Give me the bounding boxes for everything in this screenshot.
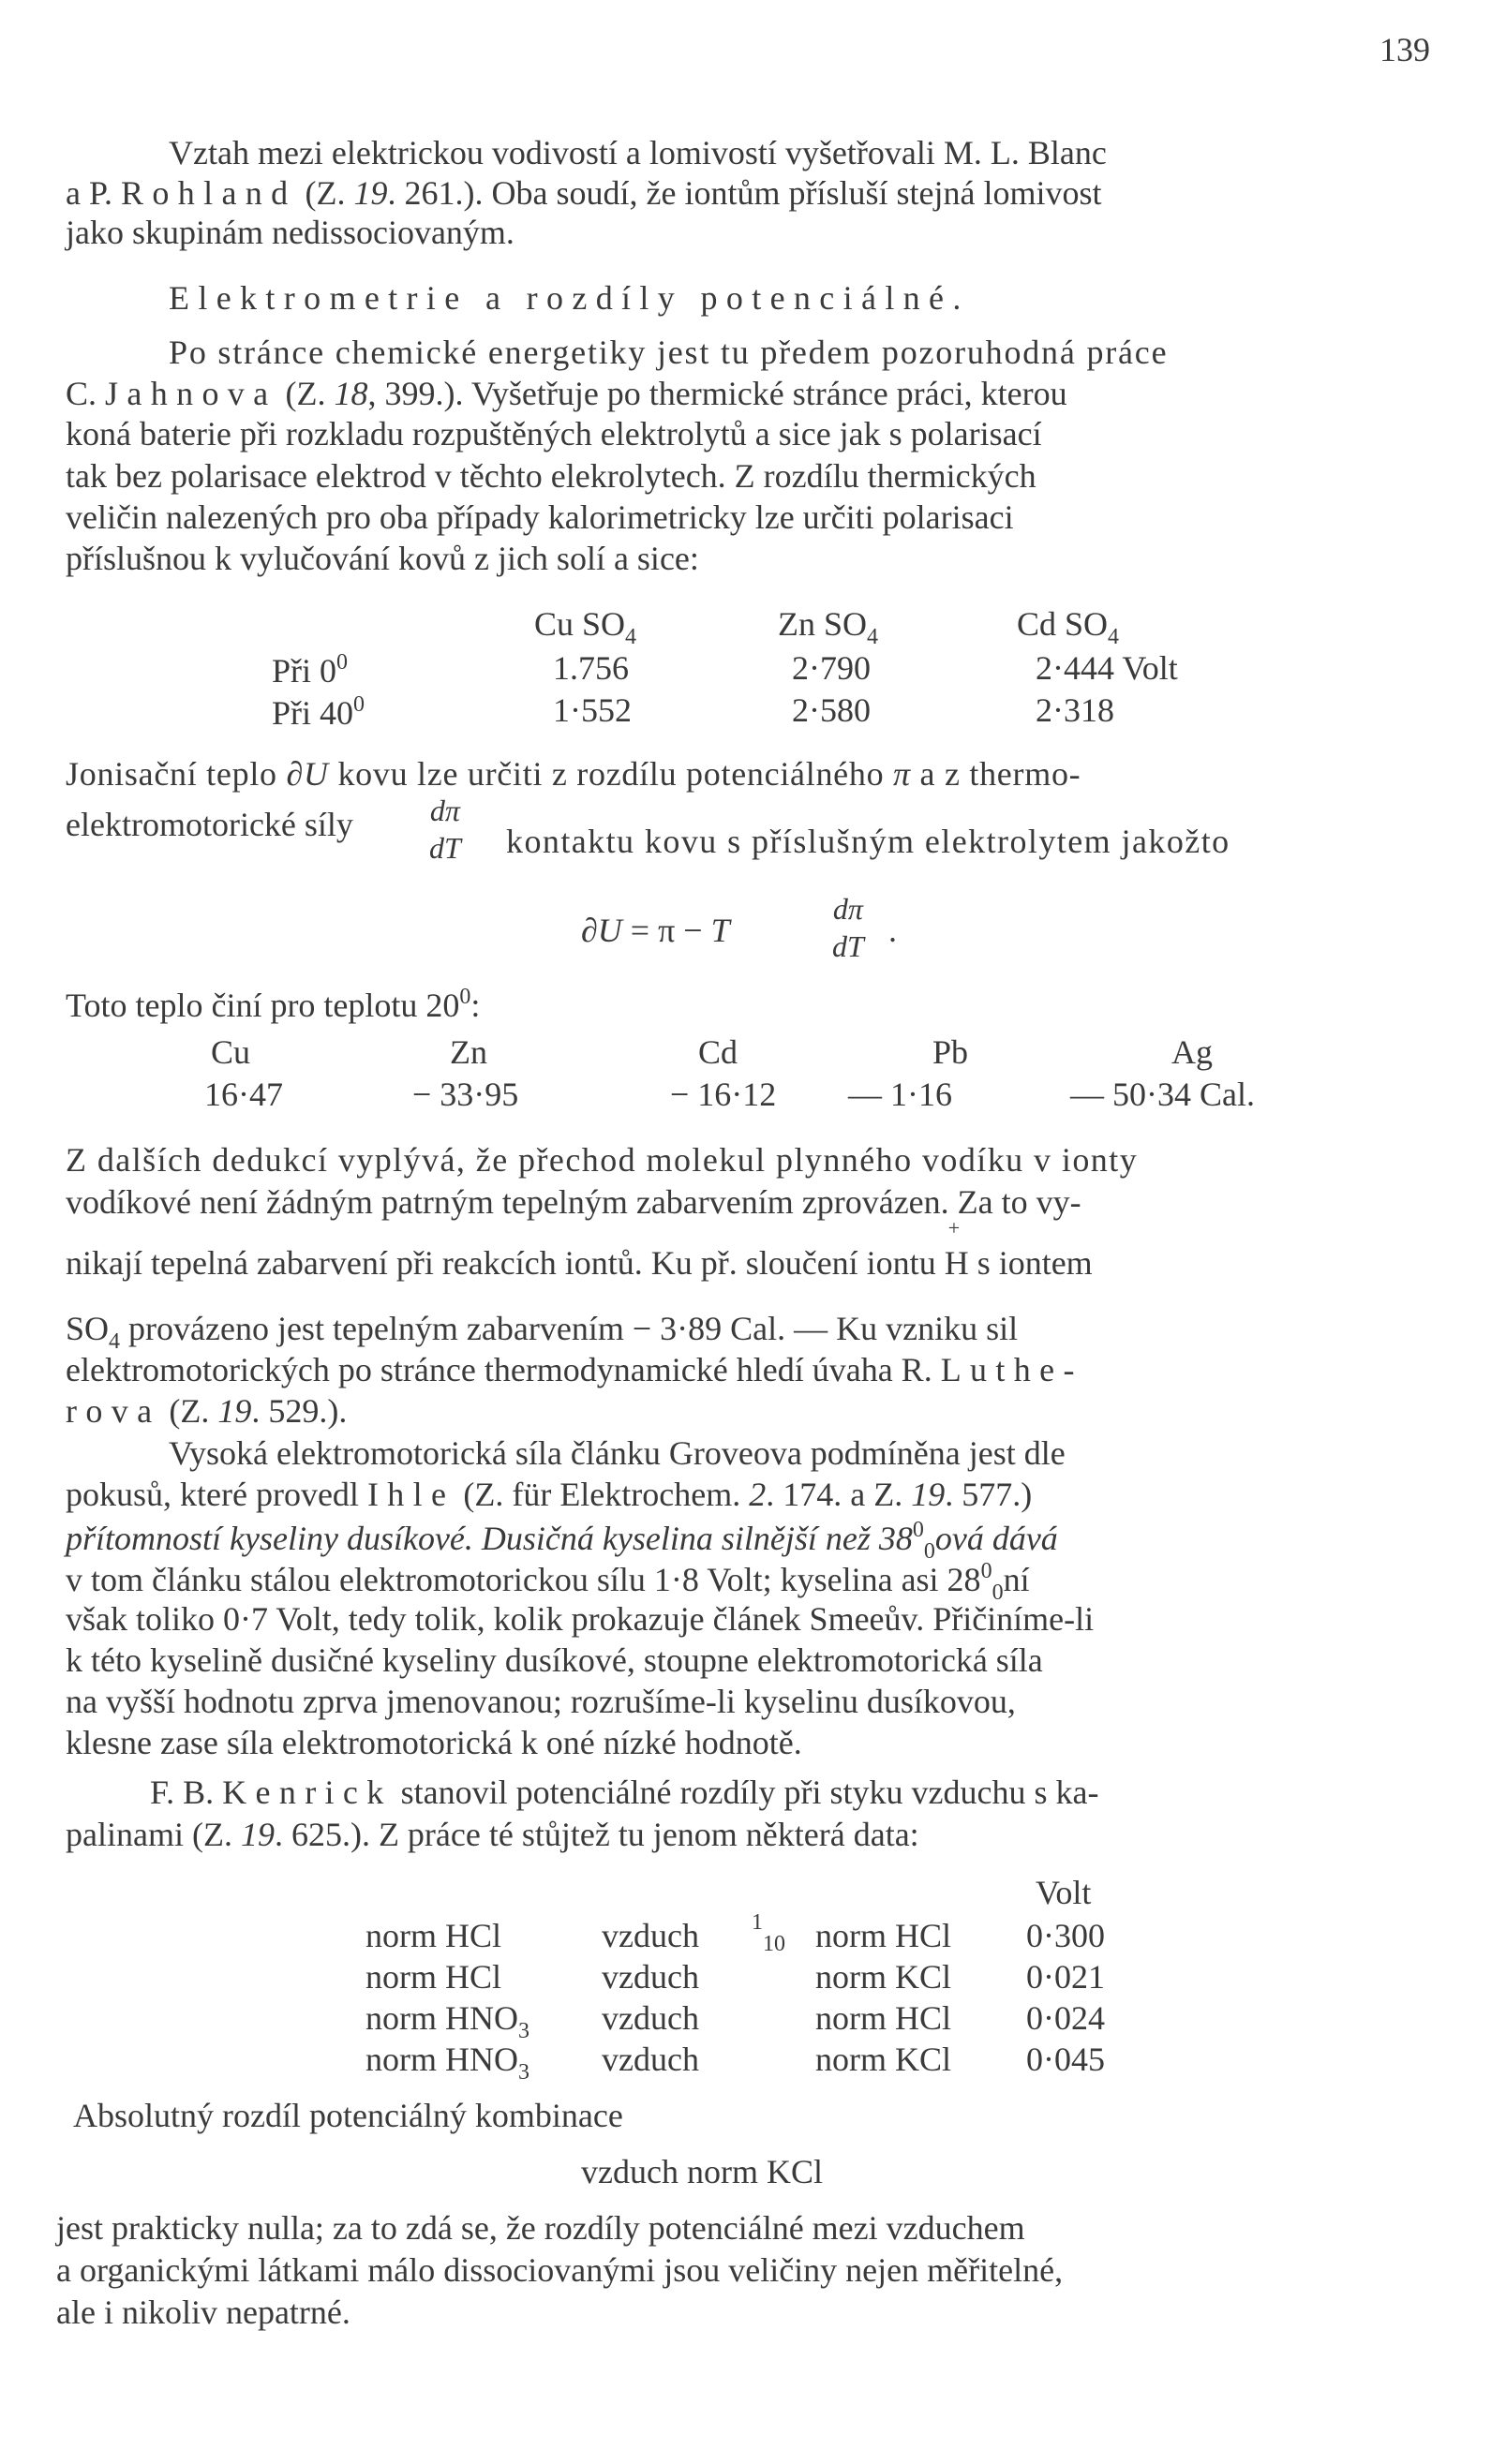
table-cell: 1·552 <box>553 691 632 729</box>
table-cell: norm KCl <box>815 2041 952 2078</box>
paragraph-5-line-2: vodíkové není žádným patrným tepelným zabarvením zprovázen. Za to vy- <box>66 1183 1081 1221</box>
table-cell: norm $HNO_3$ <box>365 1999 529 2043</box>
paragraph-5-line-1: Z dalších dedukcí vyplývá, že přechod molekul plynného vodíku v ionty <box>66 1141 1139 1179</box>
equation-period: . <box>888 912 897 949</box>
table-cell: — 50·34 Cal. <box>1070 1076 1255 1113</box>
table-header-zn: Zn <box>450 1033 487 1071</box>
table-cell: norm KCl <box>815 1958 952 1996</box>
paragraph-7-line-1: F. B. Kenrick stanovil potenciálné rozdíly při styku vzduchu s ka- <box>150 1774 1099 1811</box>
table-cell: − 33·95 <box>412 1076 519 1113</box>
paragraph-3-line-2b: kontaktu kovu s příslušným elektrolytem jakožto <box>506 823 1230 860</box>
paragraph-5-line-4: $SO_4$ provázeno jest tepelným zabarvením − 3·89 Cal. — Ku vzniku sil <box>66 1310 1019 1354</box>
table-cell: 0·045 <box>1026 2041 1105 2078</box>
table-row-label: Při $0^0$ <box>272 650 349 690</box>
table-cell: vzduch <box>602 2041 699 2078</box>
table-cell: vzduch <box>602 1999 699 2037</box>
table-cell: norm $HNO_3$ <box>365 2041 529 2085</box>
table-header-pb: Pb <box>932 1033 969 1071</box>
equation-fraction: dπ dT <box>832 892 864 963</box>
table-cell: − 16·12 <box>670 1076 777 1113</box>
paragraph-6-line-3: přítomností kyseliny dusíkové. Dusičná kyselina silnější než $38^0_0ová$ dává <box>66 1518 1058 1564</box>
paragraph-4: Toto teplo činí pro teplotu $20^0$: <box>66 985 481 1024</box>
paragraph-2-line-2: C. Jahnova (Z. 18, 399.). Vyšetřuje po thermické stránce práci, kterou <box>66 375 1067 412</box>
paragraph-3-line-1: Jonisační teplo ∂U kovu lze určiti z rozdílu potenciálného π a z thermo- <box>66 755 1081 793</box>
paragraph-7-line-2: palinami (Z. 19. 625.). Z práce té stůjtež tu jenom některá data: <box>66 1816 919 1853</box>
table-cell: — 1·16 <box>848 1076 952 1113</box>
paragraph-8-line-4: a organickými látkami málo dissociovanými jsou veličiny nejen měřitelné, <box>56 2251 1064 2289</box>
paragraph-8-line-2: vzduch norm KCl <box>581 2153 823 2190</box>
table-cell: 2·444 Volt <box>1036 649 1178 687</box>
paragraph-2-line-4: tak bez polarisace elektrod v těchto elekrolytech. Z rozdílu thermických <box>66 457 1036 495</box>
table-cell: 0·300 <box>1026 1917 1105 1954</box>
table-header-cdso4: Cd $SO_4$ <box>1017 605 1120 649</box>
paragraph-5-line-6: rova (Z. 19. 529.). <box>66 1392 348 1430</box>
fraction-dpi-dt: dπ dT <box>429 794 461 865</box>
table-cell: 2·318 <box>1036 691 1114 729</box>
table-cell: $^1_{10}$ <box>752 1910 785 1956</box>
page-number: 139 <box>1379 31 1430 68</box>
paragraph-2-line-3: koná baterie při rozkladu rozpuštěných elektrolytů a sice jak s polarisací <box>66 415 1042 453</box>
paragraph-1-line-2: a P. Rohland (Z. 19. 261.). Oba soudí, že iontům přísluší stejná lomivost <box>66 174 1102 212</box>
equation: ∂U = π − T <box>581 912 730 949</box>
paragraph-2-line-6: příslušnou k vylučování kovů z jich solí a sice: <box>66 540 699 577</box>
table-cell: 16·47 <box>204 1076 283 1113</box>
paragraph-3-line-2: elektromotorické síly <box>66 806 353 843</box>
table-cell: 2·580 <box>792 691 871 729</box>
paragraph-6-line-4: v tom článku stálou elektromotorickou sílu 1·8 Volt; kyselina asi $28^0_0ní$ <box>66 1559 1030 1605</box>
paragraph-2-line-1: Po stránce chemické energetiky jest tu předem pozoruhodná práce <box>169 334 1169 371</box>
paragraph-6-line-8: klesne zase síla elektromotorická k oné nízké hodnotě. <box>66 1724 802 1761</box>
table-header-cd: Cd <box>698 1033 738 1071</box>
table-cell: norm HCl <box>815 1917 952 1954</box>
table-header-znso4: Zn $SO_4$ <box>778 605 879 649</box>
author-rohland: Rohland <box>121 174 297 212</box>
section-heading: Elektrometrie a rozdíly potenciálné. <box>169 279 970 317</box>
paragraph-6-line-1: Vysoká elektromotorická síla článku Groveova podmíněna jest dle <box>169 1434 1066 1472</box>
paragraph-2-line-5: veličin nalezených pro oba případy kalorimetricky lze určiti polarisaci <box>66 498 1014 536</box>
paragraph-5-line-5: elektromotorických po stránce thermodynamické hledí úvaha R. Luthe- <box>66 1351 1083 1388</box>
table-cell: 1.756 <box>553 649 629 687</box>
table-row-label: Při $40^0$ <box>272 692 365 732</box>
table-header-volt: Volt <box>1036 1874 1092 1911</box>
table-cell: 0·021 <box>1026 1958 1105 1996</box>
table-cell: 2·790 <box>792 649 871 687</box>
paragraph-5-line-3: nikají tepelná zabarvení při reakcích iontů. Ku př. sloučení iontu H + s iontem <box>66 1216 1093 1282</box>
table-header-ag: Ag <box>1171 1033 1213 1071</box>
paragraph-1-line-3: jako skupinám nedissociovaným. <box>66 214 514 251</box>
table-cell: vzduch <box>602 1958 699 1996</box>
table-header-cuso4: Cu $SO_4$ <box>534 605 637 649</box>
paragraph-6-line-5: však toliko 0·7 Volt, tedy tolik, kolik prokazuje článek Smeeův. Přičiníme-li <box>66 1600 1095 1638</box>
table-cell: 0·024 <box>1026 1999 1105 2037</box>
table-cell: norm HCl <box>815 1999 952 2037</box>
paragraph-8-line-1: Absolutný rozdíl potenciálný kombinace <box>73 2097 623 2134</box>
table-cell: vzduch <box>602 1917 699 1954</box>
table-cell: norm HCl <box>365 1917 502 1954</box>
table-header-cu: Cu <box>211 1033 251 1071</box>
paragraph-6-line-2: pokusů, které provedl Ihle (Z. für Elektrochem. 2. 174. a Z. 19. 577.) <box>66 1476 1033 1513</box>
paragraph-6-line-6: k této kyselině dusičné kyseliny dusíkové, stoupne elektromotorická síla <box>66 1641 1043 1679</box>
paragraph-6-line-7: na vyšší hodnotu zprva jmenovanou; rozrušíme-li kyselinu dusíkovou, <box>66 1683 1016 1720</box>
paragraph-8-line-3: jest prakticky nulla; za to zdá se, že rozdíly potenciálné mezi vzduchem <box>56 2209 1025 2247</box>
paragraph-8-line-5: ale i nikoliv nepatrné. <box>56 2293 350 2331</box>
paragraph-1-line-1: Vztah mezi elektrickou vodivostí a lomivostí vyšetřovali M. L. Blanc <box>169 134 1107 171</box>
table-cell: norm HCl <box>365 1958 502 1996</box>
